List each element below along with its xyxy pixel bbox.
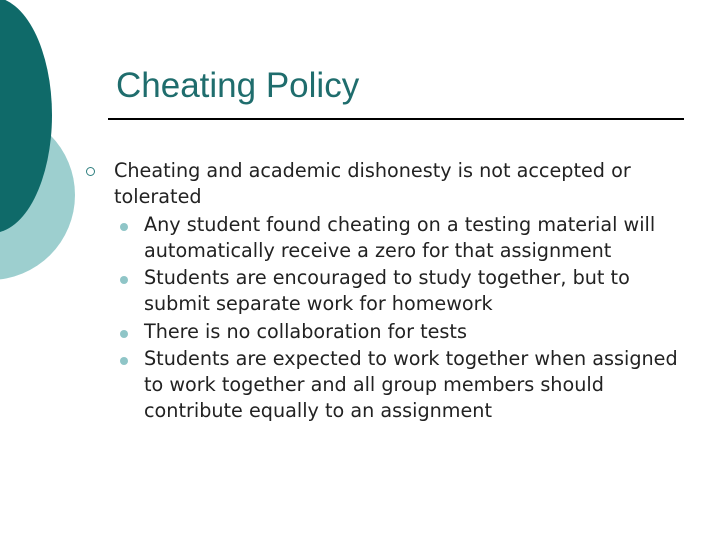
sub-bullet-text: Students are encouraged to study together, but to submit separate work for homework [144,266,630,315]
sub-bullet-item [84,212,694,264]
filled-bullet-icon [120,223,128,231]
filled-bullet-icon [120,276,128,284]
slide-title: Cheating Policy [116,66,360,105]
slide-content [84,158,694,424]
sub-bullet-list [84,212,694,425]
sub-bullet-item [84,319,694,345]
sub-bullet-item [84,346,694,424]
sub-bullet-text: Students are expected to work together when assigned to work together and all group members should contribute equally to an assignment [144,347,678,422]
filled-bullet-icon [120,330,128,338]
filled-bullet-icon [120,357,128,365]
title-underline [108,118,684,120]
main-bullet-item [84,158,694,210]
sub-bullet-text: There is no collaboration for tests [144,319,467,343]
main-bullet-text: Cheating and academic dishonesty is not accepted or tolerated [114,159,631,208]
sub-bullet-item [84,265,694,317]
hollow-bullet-icon [86,167,95,176]
sub-bullet-text: Any student found cheating on a testing material will automatically receive a zero for that assignment [144,212,656,262]
